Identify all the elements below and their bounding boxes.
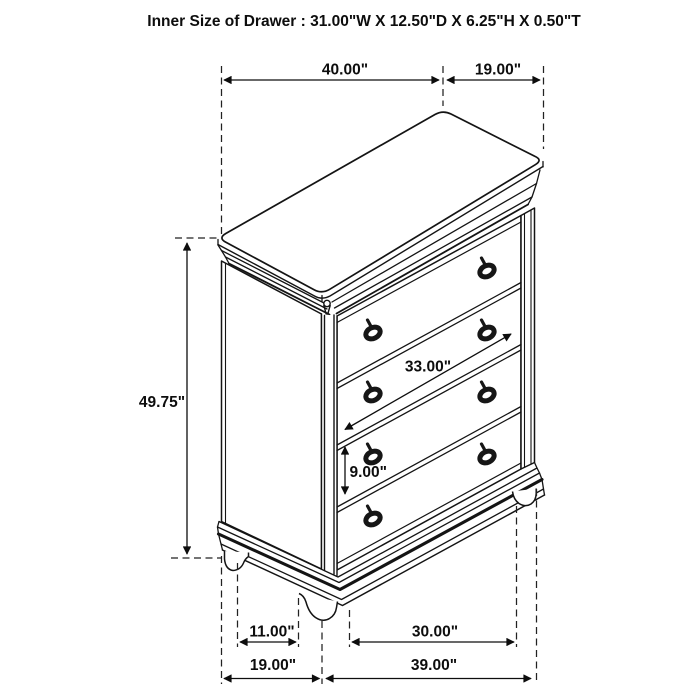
left-foot xyxy=(225,551,249,571)
right-corner-post xyxy=(521,208,535,469)
dimension-overall-width xyxy=(326,657,531,679)
overall-width-label: 39.00" xyxy=(410,657,458,674)
top-depth-label: 19.00" xyxy=(474,61,522,79)
front-corner-foot xyxy=(299,594,338,621)
overall-depth-label: 19.00" xyxy=(249,657,297,674)
drawer-height-label: 9.00" xyxy=(349,464,388,481)
right-foot xyxy=(513,489,537,506)
base-front-span-label: 30.00" xyxy=(411,623,459,641)
post-face xyxy=(521,208,535,469)
foot-span-label: 11.00" xyxy=(249,623,295,641)
top-width-label: 40.00" xyxy=(321,61,369,79)
height-label: 49.75" xyxy=(138,394,186,411)
dimension-overall-depth xyxy=(224,657,320,679)
drawer-width-label: 33.00" xyxy=(404,358,452,376)
finial-ball xyxy=(324,300,330,306)
diagram-title: Inner Size of Drawer : 31.00"W X 12.50"D X 6.25"H X 0.50"T xyxy=(147,13,581,30)
side-panel xyxy=(222,261,322,569)
dimension-foot-span xyxy=(240,624,296,643)
dimension-base-front-span xyxy=(352,624,514,643)
left-corner-post xyxy=(322,314,338,576)
chest-drawing xyxy=(218,112,545,620)
dimension-height xyxy=(139,238,221,558)
